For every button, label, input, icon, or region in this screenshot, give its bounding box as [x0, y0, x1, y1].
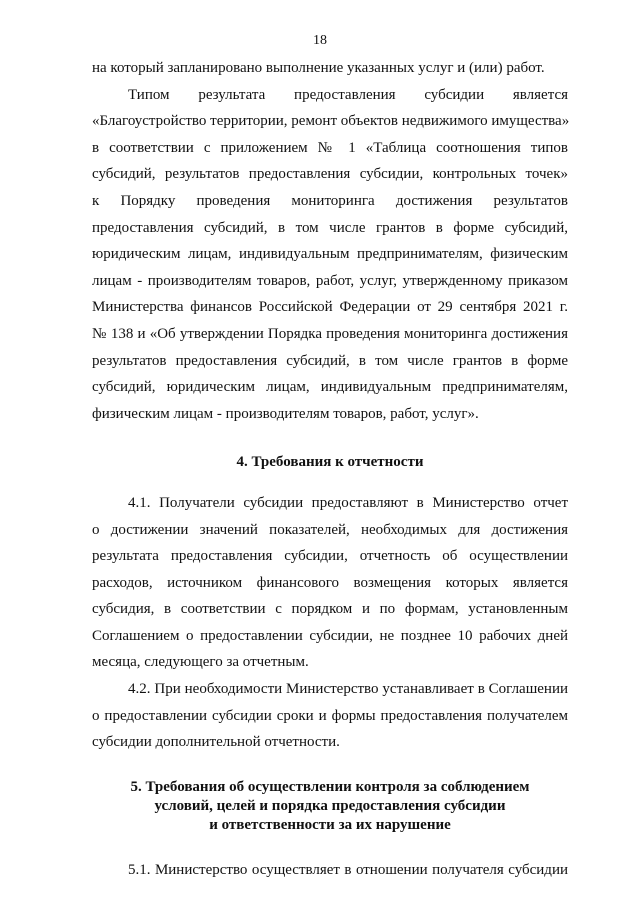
paragraph-result-type: [92, 82, 568, 428]
text-line: субсидий, юридическим лицам, индивидуальным предпринимателям,: [92, 379, 568, 396]
document-body: [92, 55, 568, 883]
text-line: о предоставлении субсидии сроки и формы предоставления получателем: [92, 707, 568, 724]
section-5-title: [92, 778, 568, 835]
text-line: лицам - производителям товаров, работ, услуг, утвержденному приказом: [92, 272, 568, 289]
text-line: субсидий, результатов предоставления субсидии, контрольных точек»: [92, 166, 568, 183]
text-line: предоставления субсидий, в том числе грантов в форме субсидий,: [92, 219, 568, 236]
text-line: Министерства финансов Российской Федерации от 29 сентября 2021 г.: [92, 299, 568, 316]
paragraph-4-1: [92, 490, 568, 676]
paragraph-intro: [92, 55, 568, 82]
text-line: Типом результата предоставления субсидии является: [128, 86, 568, 103]
text-line: к Порядку проведения мониторинга достижения результатов: [92, 192, 568, 209]
text-line: «Благоустройство территории, ремонт объектов недвижимого имущества»: [92, 113, 570, 130]
text-line: на который запланировано выполнение указанных услуг и (или) работ.: [92, 60, 545, 76]
text-line: физическим лицам - производителям товаров, работ, услуг».: [92, 405, 479, 422]
text-line: о достижении значений показателей, необходимых для достижения: [92, 521, 568, 538]
text-line: Соглашением о предоставлении субсидии, не позднее 10 рабочих дней: [92, 627, 568, 644]
page-number: 18: [313, 33, 327, 48]
text-line: 4.2. При необходимости Министерство устанавливает в Соглашении: [128, 681, 568, 698]
text-line: расходов, источником финансового возмещения которых является: [92, 574, 568, 591]
paragraph-4-2: [92, 676, 568, 756]
text-line: юридическим лицам, индивидуальным предпринимателям, физическим: [92, 246, 568, 263]
text-line: результата предоставления субсидии, отчетность об осуществлении: [92, 548, 568, 565]
section-title-line: и ответственности за их нарушение: [209, 816, 451, 833]
paragraph-5-1: [92, 857, 568, 884]
text-line: в соответствии с приложением № 1 «Таблица соотношения типов: [92, 139, 568, 156]
text-line: месяца, следующего за отчетным.: [92, 654, 309, 671]
text-line: результатов предоставления субсидий, в том числе грантов в форме: [92, 352, 568, 369]
section-title-line: 5. Требования об осуществлении контроля за соблюдением: [130, 778, 530, 795]
section-title-line: условий, целей и порядка предоставления субсидии: [154, 797, 506, 814]
text-line: субсидии дополнительной отчетности.: [92, 734, 340, 751]
text-line: № 138 и «Об утверждении Порядка проведения мониторинга достижения: [92, 325, 568, 342]
text-line: 5.1. Министерство осуществляет в отношении получателя субсидии: [128, 861, 568, 878]
text-line: субсидия, в соответствии с порядком и по формам, установленным: [92, 601, 568, 618]
section-4-title: 4. Требования к отчетности: [236, 454, 424, 471]
text-line: 4.1. Получатели субсидии предоставляют в Министерство отчет: [128, 494, 568, 511]
